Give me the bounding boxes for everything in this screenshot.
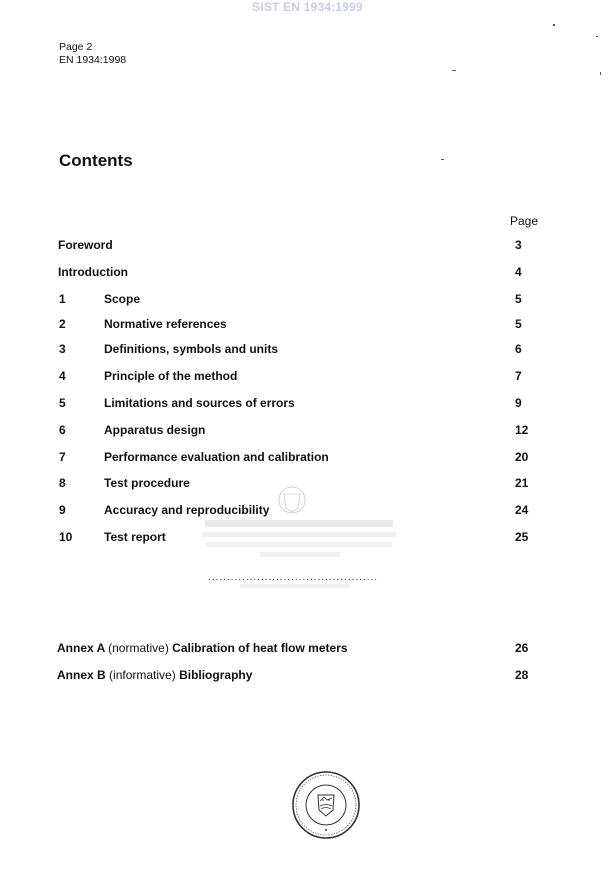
annex-label <box>57 668 252 682</box>
toc-page: 4 <box>515 265 522 279</box>
scan-speck <box>441 159 444 160</box>
toc-row-5 <box>0 396 615 412</box>
scan-speck <box>596 36 598 37</box>
page-number: Page 2 <box>59 41 93 53</box>
toc-page: 6 <box>515 342 522 356</box>
toc-row-3 <box>0 342 615 358</box>
annex-type: (informative) <box>109 668 176 682</box>
toc-number: 1 <box>59 292 66 306</box>
toc-label: Test report <box>104 530 166 544</box>
toc-page: 9 <box>515 396 522 410</box>
toc-page: 21 <box>515 476 529 490</box>
page-header <box>59 41 126 67</box>
scan-speck <box>600 72 601 75</box>
toc-page: 25 <box>515 530 529 544</box>
scan-speck <box>452 70 456 71</box>
toc-row-1 <box>0 292 615 308</box>
toc-number: 7 <box>59 450 66 464</box>
scan-speck <box>553 24 555 26</box>
toc-number: 4 <box>59 369 66 383</box>
toc-label: Apparatus design <box>104 423 206 437</box>
toc-label: Foreword <box>58 238 113 252</box>
toc-page: 24 <box>515 503 529 517</box>
toc-page: 20 <box>515 450 529 464</box>
toc-number: 9 <box>59 503 66 517</box>
toc-page: 26 <box>515 641 529 655</box>
toc-row-annex-b <box>0 668 615 684</box>
toc-number: 2 <box>59 317 66 331</box>
toc-number: 5 <box>59 396 66 410</box>
toc-row-introduction <box>0 265 615 281</box>
toc-page: 3 <box>515 238 522 252</box>
toc-label: Definitions, symbols and units <box>104 342 279 356</box>
library-stamp-image <box>200 486 400 601</box>
toc-number: 10 <box>59 530 73 544</box>
annex-title: Calibration of heat flow meters <box>172 641 348 655</box>
annex-prefix: Annex A <box>57 641 105 655</box>
annex-prefix: Annex B <box>57 668 106 682</box>
annex-title: Bibliography <box>179 668 253 682</box>
toc-label: Principle of the method <box>104 369 238 383</box>
toc-label: Test procedure <box>104 476 190 490</box>
toc-row-7 <box>0 450 615 466</box>
toc-number: 8 <box>59 476 66 490</box>
page-title: Contents <box>59 151 133 170</box>
toc-row-foreword <box>0 238 615 254</box>
toc-page: 12 <box>515 423 529 437</box>
toc-row-2 <box>0 317 615 333</box>
toc-label: Scope <box>104 292 141 306</box>
toc-label: Accuracy and reproducibility <box>104 503 270 517</box>
annex-label <box>57 641 348 655</box>
toc-row-annex-a <box>0 641 615 657</box>
toc-page: 28 <box>515 668 529 682</box>
toc-label: Introduction <box>58 265 128 279</box>
toc-page: 5 <box>515 292 522 306</box>
standard-id: EN 1934:1998 <box>59 54 127 66</box>
stamp-dotted-line: ............................................. <box>208 572 379 583</box>
annex-type: (normative) <box>108 641 169 655</box>
toc-label: Normative references <box>104 317 227 331</box>
toc-row-4 <box>0 369 615 385</box>
page-column-label: Page <box>510 214 539 228</box>
toc-row-6 <box>0 423 615 439</box>
toc-page: 7 <box>515 369 522 383</box>
toc-number: 3 <box>59 342 66 356</box>
toc-page: 5 <box>515 317 522 331</box>
official-seal-image <box>291 770 361 840</box>
document-watermark: SIST EN 1934:1999 <box>252 0 363 14</box>
toc-label: Performance evaluation and calibration <box>104 450 329 464</box>
toc-number: 6 <box>59 423 66 437</box>
toc-label: Limitations and sources of errors <box>104 396 295 410</box>
